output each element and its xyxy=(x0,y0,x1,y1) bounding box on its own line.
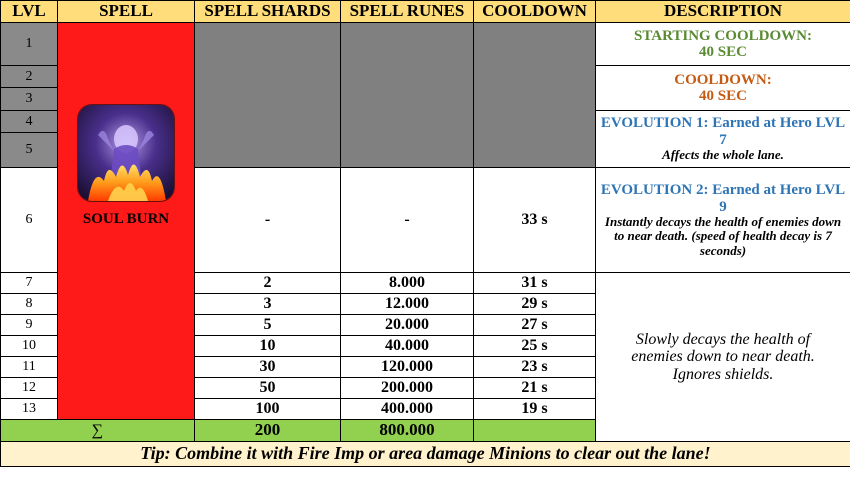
starting-cooldown-title: STARTING COOLDOWN: xyxy=(634,27,812,44)
evolution-2-text: Instantly decays the health of enemies down to near death. (speed of health decay is 7 seconds) xyxy=(604,214,842,258)
cooldown-cell: 31 s xyxy=(474,273,596,294)
locked-shards-cell xyxy=(195,23,341,168)
spell-cell xyxy=(58,23,195,420)
header-spell: SPELL xyxy=(58,1,195,23)
shards-cell: 3 xyxy=(195,294,341,315)
runes-cell: 400.000 xyxy=(341,399,474,420)
header-cooldown: COOLDOWN xyxy=(474,1,596,23)
shards-cell: 30 xyxy=(195,357,341,378)
level-cell: 11 xyxy=(1,357,58,378)
cooldown-cell: 25 s xyxy=(474,336,596,357)
runes-cell: 120.000 xyxy=(341,357,474,378)
evolution-2-description xyxy=(596,168,850,273)
sum-symbol: ∑ xyxy=(1,420,195,442)
locked-cooldown-cell xyxy=(474,23,596,168)
cooldown-cell: 21 s xyxy=(474,378,596,399)
cooldown-title: COOLDOWN: xyxy=(674,71,772,88)
runes-cell: 12.000 xyxy=(341,294,474,315)
shards-cell: 2 xyxy=(195,273,341,294)
runes-cell: 20.000 xyxy=(341,315,474,336)
level-cell: 4 xyxy=(1,111,58,133)
cooldown-cell: 29 s xyxy=(474,294,596,315)
cooldown-description xyxy=(596,66,850,111)
cooldown-cell: 19 s xyxy=(474,399,596,420)
cooldown-cell: 33 s xyxy=(474,168,596,273)
level-cell: 10 xyxy=(1,336,58,357)
cooldown-cell: 23 s xyxy=(474,357,596,378)
evolution-1-title: EVOLUTION 1: Earned at Hero LVL 7 xyxy=(600,115,846,148)
base-description: Slowly decays the health of enemies down to near death. Ignores shields. xyxy=(596,273,850,442)
header-row xyxy=(1,1,850,23)
shards-cell: 100 xyxy=(195,399,341,420)
level-cell: 2 xyxy=(1,66,58,88)
level-cell: 3 xyxy=(1,88,58,111)
evolution-1-text: Affects the whole lane. xyxy=(662,147,784,163)
header-lvl: LVL xyxy=(1,1,58,23)
header-spell-shards: SPELL SHARDS xyxy=(195,1,341,23)
level-cell: 12 xyxy=(1,378,58,399)
starting-cooldown-description xyxy=(596,23,850,66)
level-cell: 8 xyxy=(1,294,58,315)
tip-text: Tip: Combine it with Fire Imp or area damage Minions to clear out the lane! xyxy=(1,442,850,467)
shards-cell: 50 xyxy=(195,378,341,399)
evolution-1-description xyxy=(596,111,850,168)
runes-cell: 200.000 xyxy=(341,378,474,399)
runes-cell: 40.000 xyxy=(341,336,474,357)
starting-cooldown-value: 40 SEC xyxy=(699,44,747,60)
header-description: DESCRIPTION xyxy=(596,1,850,23)
shards-cell: 5 xyxy=(195,315,341,336)
soul-burn-icon xyxy=(78,105,174,201)
locked-runes-cell xyxy=(341,23,474,168)
runes-cell: - xyxy=(341,168,474,273)
tip-row xyxy=(1,442,850,467)
evolution-2-title: EVOLUTION 2: Earned at Hero LVL 9 xyxy=(600,182,846,215)
cooldown-cell: 27 s xyxy=(474,315,596,336)
level-cell: 1 xyxy=(1,23,58,66)
shards-cell: 10 xyxy=(195,336,341,357)
level-cell: 9 xyxy=(1,315,58,336)
spell-name: SOUL BURN xyxy=(82,211,170,227)
header-spell-runes: SPELL RUNES xyxy=(341,1,474,23)
runes-cell: 8.000 xyxy=(341,273,474,294)
total-shards: 200 xyxy=(195,420,341,442)
shards-cell: - xyxy=(195,168,341,273)
level-cell: 5 xyxy=(1,133,58,168)
level-cell: 6 xyxy=(1,168,58,273)
cooldown-value: 40 SEC xyxy=(699,88,747,104)
total-cooldown xyxy=(474,420,596,442)
level-cell: 13 xyxy=(1,399,58,420)
table-row xyxy=(1,23,850,66)
level-cell: 7 xyxy=(1,273,58,294)
total-runes: 800.000 xyxy=(341,420,474,442)
